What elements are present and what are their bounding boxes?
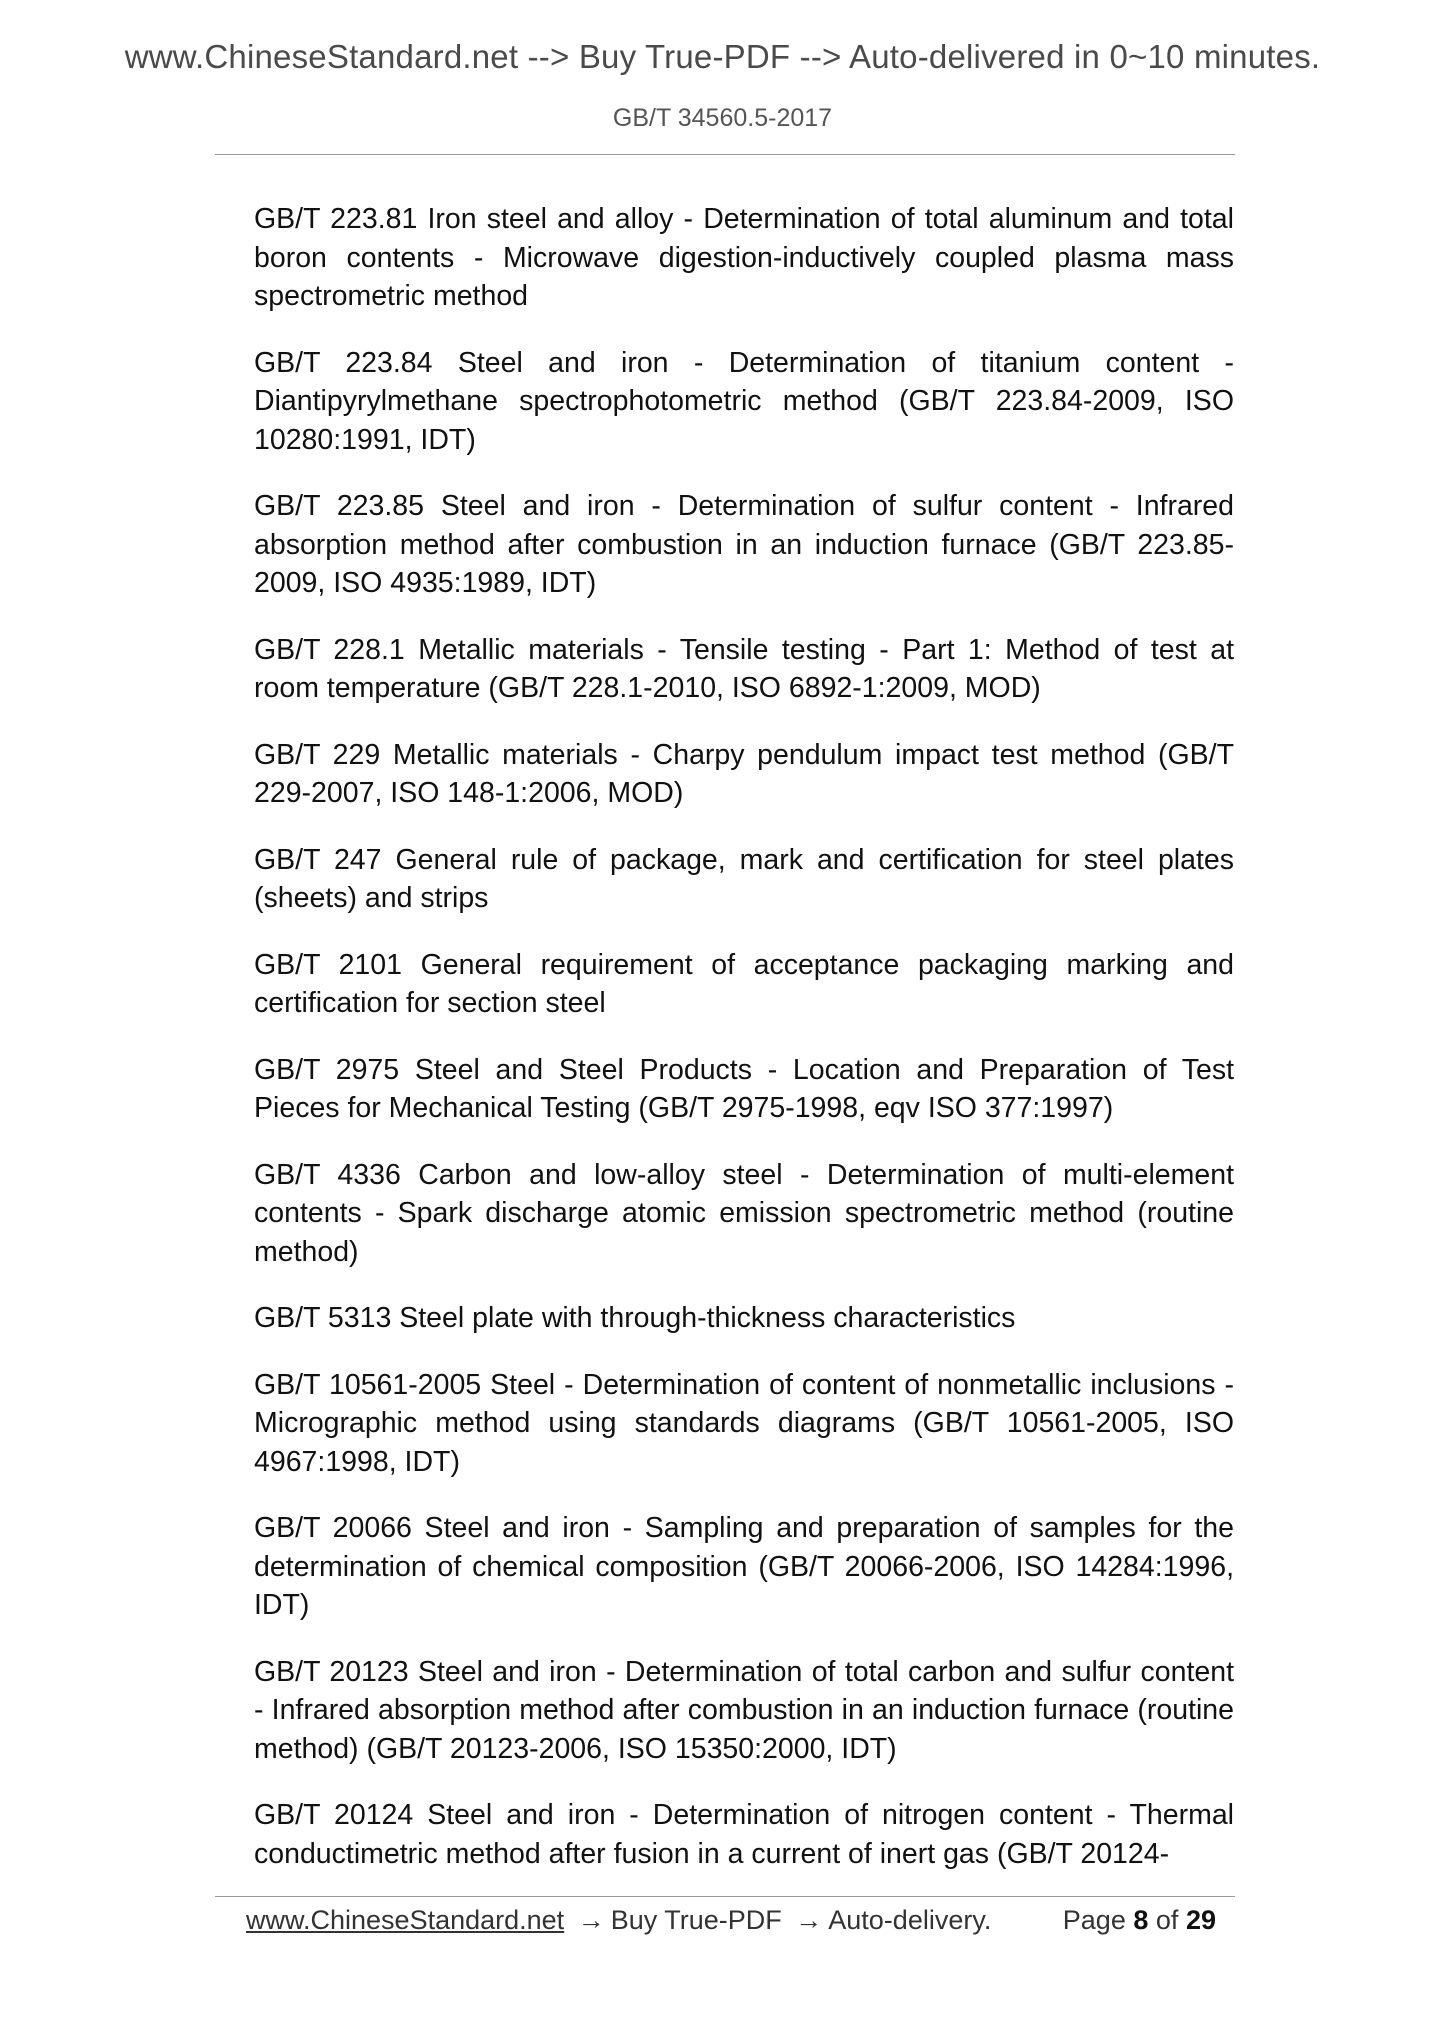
reference-entry: GB/T 10561-2005 Steel - Determination of content of nonmetallic inclusions - Micrographic method using standards diagrams (GB/T 10561-2005, ISO 4967:1998, IDT) <box>254 1368 1234 1478</box>
reference-entry: GB/T 2101 General requirement of acceptance packaging marking and certification for section steel <box>254 948 1234 1019</box>
reference-entry: GB/T 5313 Steel plate with through-thickness characteristics <box>254 1302 1016 1334</box>
reference-entry: GB/T 247 General rule of package, mark and certification for steel plates (sheets) and strips <box>254 843 1234 914</box>
site-banner: www.ChineseStandard.net --> Buy True-PDF --> Auto-delivered in 0~10 minutes. <box>124 38 1321 75</box>
page-label: Page <box>1062 1905 1126 1935</box>
footer-delivery-text: Auto-delivery. <box>828 1905 992 1935</box>
arrow-right-icon: → <box>577 1905 605 1935</box>
reference-entry: GB/T 223.84 Steel and iron - Determination of titanium content - Diantipyrylmethane spectrophotometric method (GB/T 223.84-2009, ISO 10280:1991, IDT) <box>254 346 1234 456</box>
reference-entry: GB/T 4336 Carbon and low-alloy steel - Determination of multi-element contents - Spark discharge atomic emission spectrometric method (routine method) <box>254 1158 1234 1268</box>
reference-entry: GB/T 20123 Steel and iron - Determination of total carbon and sulfur content - Infrared absorption method after combustion in an induction furnace (routine method) (GB/T 20123-2006, ISO 15350:2000, IDT) <box>254 1655 1234 1765</box>
footer-divider <box>215 1896 1235 1897</box>
arrow-right-icon: → <box>795 1905 823 1935</box>
footer-buy-text: Buy True-PDF <box>610 1905 782 1935</box>
reference-entry: GB/T 223.81 Iron steel and alloy - Determination of total aluminum and total boron contents - Microwave digestion-inductively coupled plasma mass spectrometric method <box>254 203 1234 312</box>
header-divider <box>215 154 1235 155</box>
reference-entry: GB/T 228.1 Metallic materials - Tensile testing - Part 1: Method of test at room temperature (GB/T 228.1-2010, ISO 6892-1:2009, MOD) <box>254 633 1234 704</box>
reference-entry: GB/T 229 Metallic materials - Charpy pendulum impact test method (GB/T 229-2007, ISO 148-1:2006, MOD) <box>254 738 1234 809</box>
page-current: 8 <box>1133 1905 1149 1935</box>
page-of: of <box>1155 1905 1179 1935</box>
footer-site-link[interactable]: www.ChineseStandard.net <box>246 1905 565 1935</box>
document-code: GB/T 34560.5-2017 <box>612 104 833 132</box>
reference-entry: GB/T 2975 Steel and Steel Products - Location and Preparation of Test Pieces for Mechanical Testing (GB/T 2975-1998, eqv ISO 377:1997) <box>254 1053 1234 1124</box>
page-footer <box>246 1900 1216 1940</box>
reference-entry: GB/T 223.85 Steel and iron - Determination of sulfur content - Infrared absorption method after combustion in an induction furnace (GB/T 223.85-2009, ISO 4935:1989, IDT) <box>254 490 1234 599</box>
reference-entry: GB/T 20124 Steel and iron - Determination of nitrogen content - Thermal conductimetric method after fusion in a current of inert gas (GB/T 20124- <box>254 1799 1234 1870</box>
page-indicator <box>1063 1900 1216 1940</box>
page-total: 29 <box>1185 1905 1216 1935</box>
reference-list <box>254 200 1234 1901</box>
reference-entry: GB/T 20066 Steel and iron - Sampling and preparation of samples for the determination of chemical composition (GB/T 20066-2006, ISO 14284:1996, IDT) <box>254 1512 1234 1621</box>
